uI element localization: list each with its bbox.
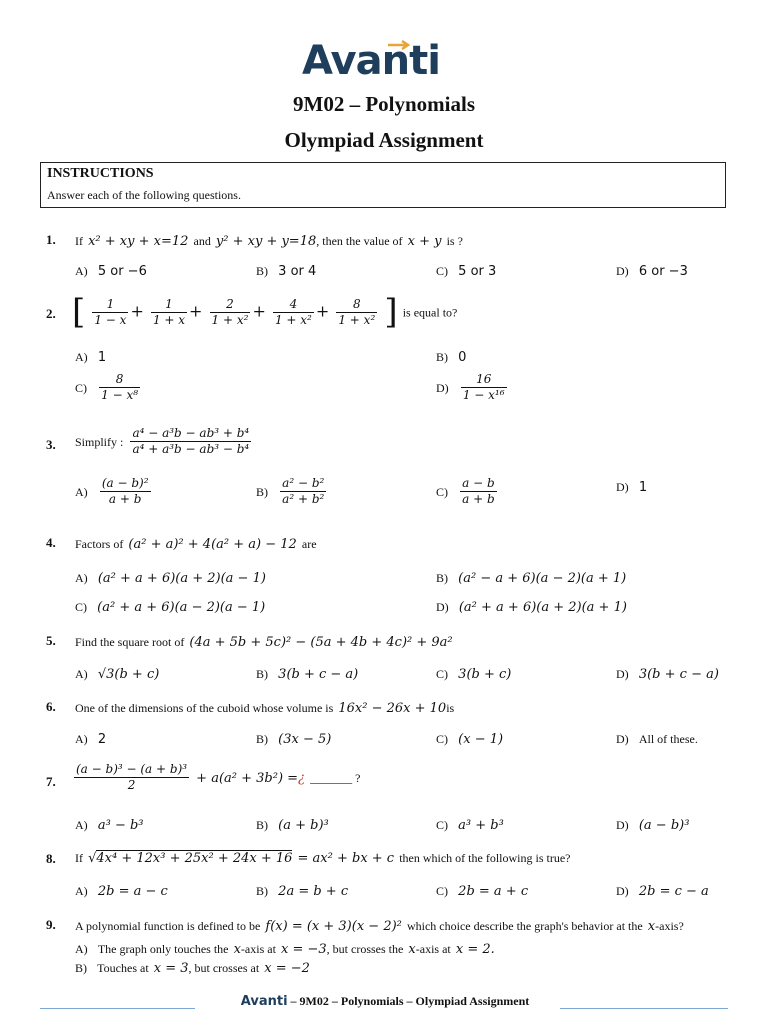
q7-mark: ¿ [298, 771, 306, 786]
option-denominator: 1 − x¹⁶ [462, 388, 505, 402]
q8-text: If [75, 851, 83, 865]
page-title: 9M02 – Polynomials [293, 92, 475, 116]
option-value: (a² + a + 6)(a − 2)(a − 1) [97, 600, 266, 615]
sqrt-icon: √ [88, 851, 97, 866]
q6-expr: 16x² − 26x + 10 [338, 701, 447, 716]
option-value: a³ − b³ [97, 818, 144, 833]
q6-option-d[interactable] [616, 728, 698, 747]
q4-option-c[interactable] [75, 596, 265, 615]
option-value: √3(b + c) [97, 667, 160, 682]
option-value: (a² + a + 6)(a + 2)(a + 1) [458, 600, 627, 615]
option-label: A) [75, 571, 88, 585]
q7-numerator: (a − b)³ − (a + b)³ [76, 762, 188, 776]
q2-term: $\frac{1}{1 - x}$ [94, 296, 127, 327]
option-denominator: a² + b² [282, 492, 325, 506]
q1-expr: x + y [407, 234, 442, 249]
q5-option-c[interactable] [436, 663, 511, 682]
q8-option-c[interactable] [436, 880, 528, 899]
q3-numerator: a⁴ − a³b − ab³ + b⁴ [132, 426, 250, 440]
option-text: , but crosses the [326, 942, 404, 956]
option-label: D) [436, 600, 449, 614]
footer-text: – 9M02 – Polynomials – Olympiad Assignment [290, 994, 530, 1008]
q7-option-c[interactable] [436, 814, 504, 833]
q4-option-a[interactable] [75, 567, 266, 586]
q2-term: $\frac{2}{\text{1 + x²}}$ [211, 296, 249, 327]
avanti-logo [302, 38, 468, 84]
option-label: C) [436, 264, 448, 278]
q3-option-a[interactable] [75, 476, 153, 507]
option-label: C) [436, 732, 448, 746]
option-label: B) [436, 350, 448, 364]
q4-option-d[interactable] [436, 596, 627, 615]
option-value: (3x − 5) [278, 732, 332, 747]
q2-option-a[interactable] [75, 346, 106, 365]
q1-number: 1. [46, 232, 56, 247]
q6-tail: is [446, 701, 455, 715]
page-subtitle: Olympiad Assignment [284, 128, 484, 152]
logo-arrow-icon [388, 40, 412, 50]
footer-rule-right [560, 1008, 728, 1009]
q4-number: 4. [46, 535, 56, 550]
q5-option-d[interactable] [616, 663, 719, 682]
q3-option-b[interactable] [256, 476, 328, 507]
option-numerator: a² − b² [282, 476, 325, 490]
option-math: x = 2. [455, 942, 495, 957]
q1-option-d[interactable] [616, 260, 688, 279]
option-text: Touches at [97, 961, 149, 975]
q7-denominator: 2 [127, 778, 136, 792]
q9-tail-a: which choice describe the graph's behavior at the [406, 919, 643, 933]
option-value: (a² − a + 6)(a − 2)(a + 1) [458, 571, 627, 586]
option-label: B) [256, 818, 268, 832]
q1-text-c: is ? [446, 234, 463, 248]
q9-number: 9. [46, 917, 56, 932]
option-label: A) [75, 884, 88, 898]
q4-expr: (a² + a)² + 4(a² + a) − 12 [128, 537, 297, 552]
option-label: D) [616, 884, 629, 898]
option-value: 5 or 3 [458, 264, 497, 279]
option-label: D) [616, 264, 629, 278]
q5-text: Find the square root of [75, 635, 185, 649]
option-value: 2 [97, 732, 107, 747]
option-label: B) [256, 667, 268, 681]
q1-text-b: , then the value of [316, 234, 403, 248]
option-value: 5 or −6 [97, 264, 147, 279]
option-label: C) [436, 884, 448, 898]
option-label: A) [75, 818, 88, 832]
option-label: C) [436, 667, 448, 681]
option-label: D) [616, 480, 629, 494]
option-label: B) [436, 571, 448, 585]
q2-term: $\frac{1}{1 + x}$ [152, 296, 186, 327]
q3-option-c[interactable] [436, 476, 499, 507]
q2-number: 2. [46, 306, 56, 321]
option-text: , but crosses at [188, 961, 260, 975]
footer [200, 994, 570, 1009]
option-value: 3 or 4 [278, 264, 317, 279]
q2-term: $\frac{8}{\text{1 + x²}}$ [338, 296, 376, 327]
q9-option-b[interactable] [75, 957, 310, 976]
q5-option-b[interactable] [256, 663, 358, 682]
q9-tail-b: -axis? [655, 919, 684, 933]
q2-option-c[interactable] [75, 372, 142, 403]
option-label: D) [436, 381, 449, 395]
q9-option-a[interactable] [75, 938, 495, 957]
option-denominator: 1 − x⁸ [101, 388, 139, 402]
q1-option-c[interactable] [436, 260, 496, 279]
option-label: B) [75, 961, 87, 975]
option-label: B) [256, 264, 268, 278]
bracket-right: ] [384, 292, 398, 332]
option-value: (a + b)³ [278, 818, 329, 833]
q7-option-a[interactable] [75, 814, 144, 833]
option-label: D) [616, 732, 629, 746]
option-value: 1 [97, 350, 107, 365]
footer-logo: Avanti [240, 994, 288, 1009]
q3-option-d[interactable] [616, 476, 647, 495]
option-label: B) [256, 884, 268, 898]
option-label: C) [75, 600, 87, 614]
q4-text: Factors of [75, 537, 124, 551]
q6-option-b[interactable] [256, 728, 331, 747]
q8-radicand: 4x⁴ + 12x³ + 25x² + 24x + 16 [96, 851, 293, 866]
q3-label: Simplify : [75, 435, 124, 449]
q5-option-a[interactable] [75, 663, 159, 682]
option-math: x [408, 942, 416, 957]
q5-stem [75, 631, 453, 650]
option-math: x = −3 [281, 942, 327, 957]
q8-tail: then which of the following is true? [399, 851, 571, 865]
q4-stem [75, 533, 317, 552]
q1-eq1: x² + xy + x=12 [88, 234, 189, 249]
instructions-body: Answer each of the following questions. [47, 188, 241, 202]
q6-stem [75, 697, 454, 716]
bracket-left: [ [72, 292, 86, 332]
option-value: 2b = c − a [638, 884, 709, 899]
instructions-heading: INSTRUCTIONS [47, 166, 154, 181]
option-math: x = 3 [153, 961, 189, 976]
q7-option-d[interactable] [616, 814, 689, 833]
q3-stem [75, 426, 253, 457]
q7-stem [72, 762, 360, 793]
option-numerator: 16 [461, 372, 507, 388]
option-value: (a − b)³ [638, 818, 690, 833]
q8-option-d[interactable] [616, 880, 709, 899]
q7-number: 7. [46, 774, 56, 789]
option-label: A) [75, 732, 88, 746]
q6-number: 6. [46, 699, 56, 714]
option-value: (x − 1) [458, 732, 504, 747]
option-label: C) [436, 818, 448, 832]
q4-option-b[interactable] [436, 567, 626, 586]
option-value: 0 [458, 350, 467, 365]
q1-text-a: If [75, 234, 83, 248]
q2-option-d[interactable] [436, 372, 509, 403]
q8-option-b[interactable] [256, 880, 348, 899]
option-label: A) [75, 667, 88, 681]
option-numerator: 8 [99, 372, 140, 388]
q1-option-b[interactable] [256, 260, 316, 279]
q1-eq2: y² + xy + y=18 [215, 234, 317, 249]
option-denominator: a + b [462, 492, 495, 506]
option-value: (a² + a + 6)(a + 2)(a − 1) [97, 571, 266, 586]
q1-and: and [193, 234, 211, 248]
q8-number: 8. [46, 851, 56, 866]
q8-option-a[interactable] [75, 880, 168, 899]
option-label: C) [436, 485, 448, 499]
q6-text: One of the dimensions of the cuboid whose volume is [75, 701, 334, 715]
option-text: -axis at [240, 942, 276, 956]
q5-expr: (4a + 5b + 5c)² − (5a + 4b + 4c)² + 9a² [189, 635, 453, 650]
q3-number: 3. [46, 437, 56, 452]
option-label: A) [75, 942, 88, 956]
option-value: 2b = a − c [97, 884, 168, 899]
option-label: D) [616, 818, 629, 832]
q6-option-c[interactable] [436, 728, 503, 747]
option-value: 3(b + c − a) [638, 667, 719, 682]
option-value: All of these. [638, 732, 698, 746]
q8-stem [75, 847, 570, 866]
footer-rule-left [40, 1008, 195, 1009]
q2-tail: is equal to? [402, 305, 458, 320]
option-label: A) [75, 485, 88, 499]
option-denominator: a + b [108, 492, 142, 506]
q3-denominator: a⁴ + a³b − ab³ − b⁴ [132, 442, 250, 456]
q2-term: $\frac{4}{\text{1 + x²}}$ [274, 296, 312, 327]
option-numerator: (a − b)² [101, 476, 149, 490]
q1-stem [75, 230, 463, 249]
q9-expr: f(x) = (x + 3)(x − 2)² [265, 919, 402, 934]
option-math: x = −2 [264, 961, 310, 976]
option-value: 2a = b + c [278, 884, 349, 899]
q9-axis: x [647, 919, 656, 934]
q4-tail: are [301, 537, 317, 551]
q1-option-a[interactable] [75, 260, 147, 279]
q2-option-b[interactable] [436, 346, 466, 365]
q7-rest: + a(a² + 3b²) = [196, 771, 299, 786]
q8-rest: = ax² + bx + c [297, 851, 395, 866]
option-numerator: a − b [462, 476, 495, 490]
instructions-box [40, 162, 726, 208]
q9-text: A polynomial function is defined to be [75, 919, 261, 933]
option-value: a³ + b³ [458, 818, 504, 833]
option-label: A) [75, 350, 88, 364]
option-text: The graph only touches the [97, 942, 229, 956]
option-value: 6 or −3 [638, 264, 688, 279]
option-value: 1 [638, 480, 648, 495]
option-value: 3(b + c − a) [278, 667, 359, 682]
q6-option-a[interactable] [75, 728, 106, 747]
option-label: C) [75, 381, 87, 395]
q9-stem [75, 915, 684, 934]
option-value: 2b = a + c [458, 884, 529, 899]
q7-blank: _______ ? [310, 771, 361, 785]
q7-option-b[interactable] [256, 814, 329, 833]
option-value: 3(b + c) [458, 667, 512, 682]
q2-expression: [ $\frac{1}{1 - x}$ + $\frac{1}{1 + x}$ + $\frac{2}{\text{1 + x²}}$ + $\frac{4}{\text{1 + x²}}$ + $\frac{8}{\text{1 + x²}}$ ] is equal to? [72, 292, 458, 332]
option-label: D) [616, 667, 629, 681]
q5-number: 5. [46, 633, 56, 648]
option-label: A) [75, 264, 88, 278]
option-label: B) [256, 732, 268, 746]
option-label: B) [256, 485, 268, 499]
logo-text: Avanti [302, 38, 440, 84]
option-text: -axis at [415, 942, 451, 956]
option-math: x [233, 942, 241, 957]
